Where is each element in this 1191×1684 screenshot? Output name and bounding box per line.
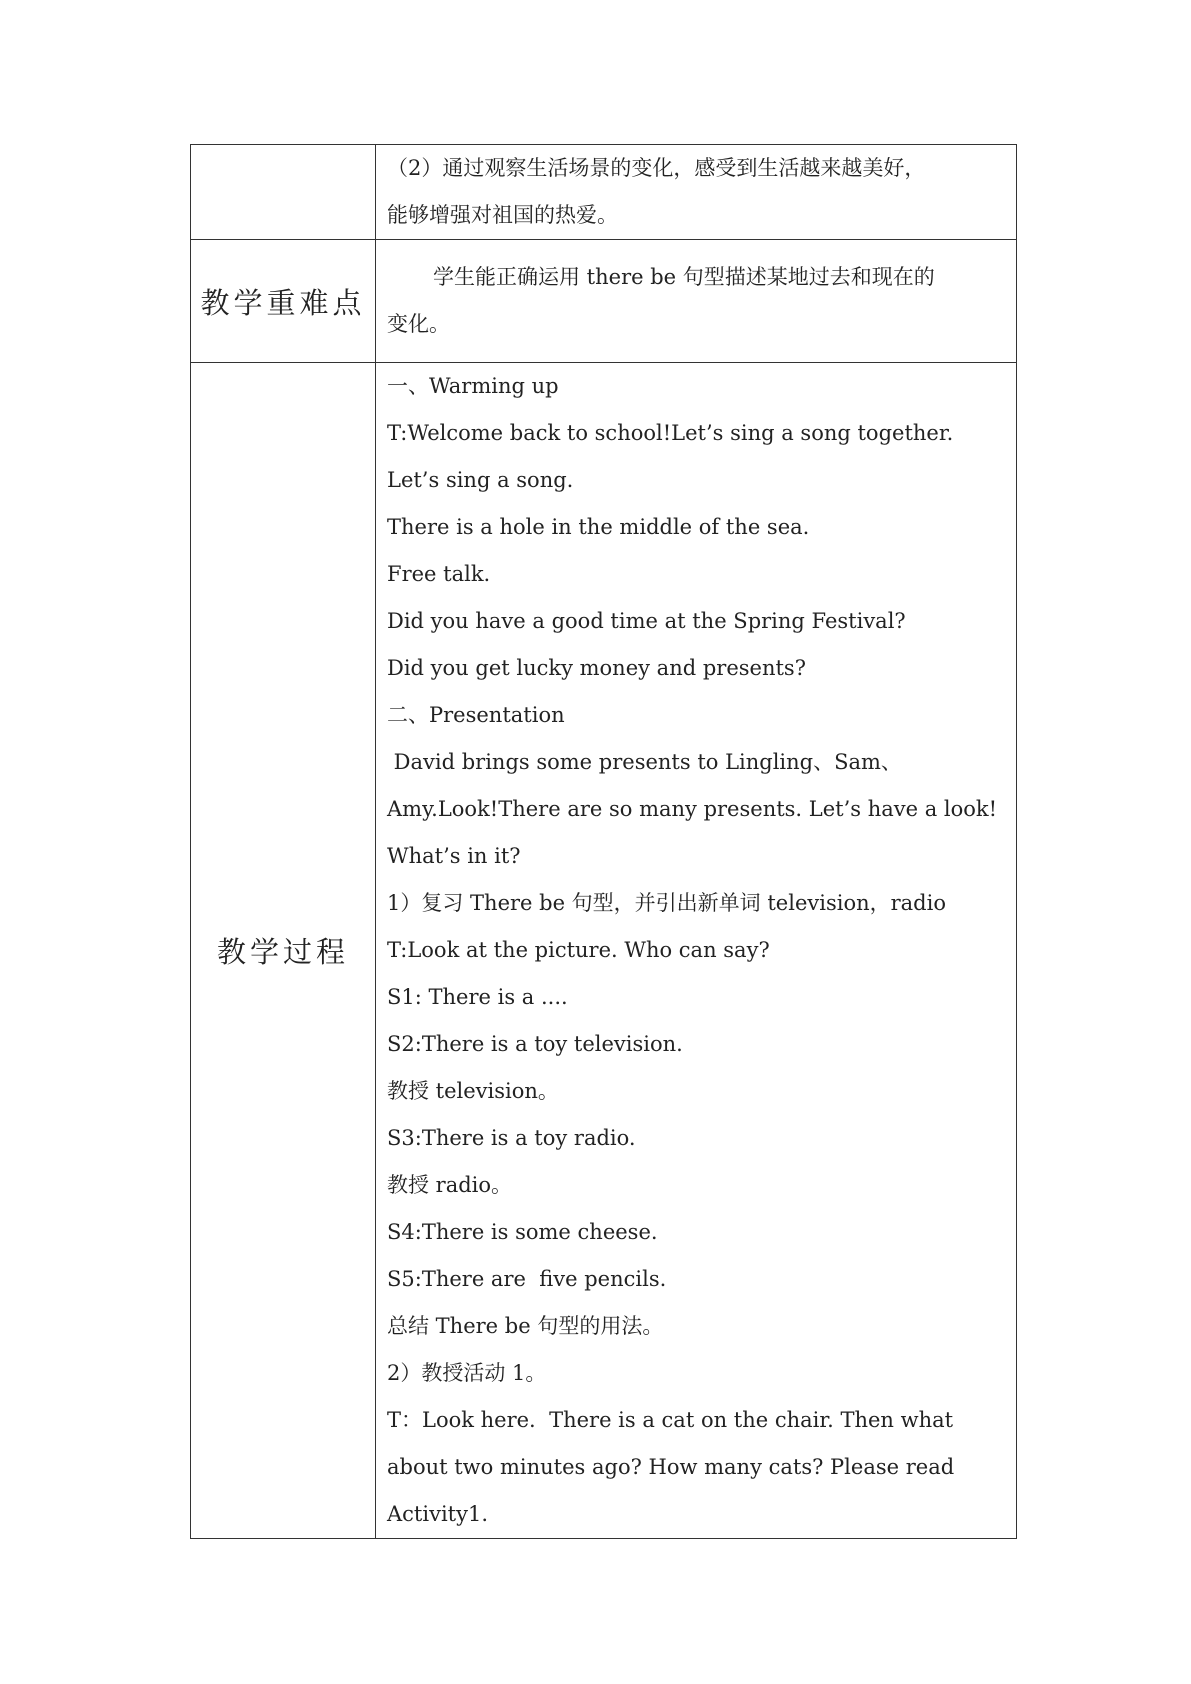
objective-line: （2）通过观察生活场景的变化，感受到生活越来越美好， (387, 156, 926, 180)
process-line: S4:There is some cheese. (387, 1220, 658, 1244)
process-content (376, 363, 1017, 1539)
process-line: S1: There is a .... (387, 985, 568, 1009)
process-line: T:Welcome back to school!Let’s sing a song together. (387, 421, 954, 445)
process-line: 1）复习 There be 句型，并引出新单词 television，radio (387, 891, 946, 915)
process-line: S3:There is a toy radio. (387, 1126, 636, 1150)
process-line: T：Look here. There is a cat on the chair. Then what (387, 1408, 954, 1432)
objective-line: 能够增强对祖国的热爱。 (387, 203, 618, 227)
process-line: Activity1. (387, 1502, 489, 1526)
process-line: about two minutes ago? How many cats? Please read (387, 1455, 955, 1479)
process-line: Did you get lucky money and presents? (387, 656, 806, 680)
keypoints-row (191, 240, 1017, 363)
keypoints-content (376, 240, 1017, 363)
lesson-plan-table (190, 144, 1017, 1539)
process-line: Amy.Look!There are so many presents. Let’s have a look! (387, 797, 998, 821)
process-line: S2:There is a toy television. (387, 1032, 683, 1056)
process-line: 教授 television。 (387, 1079, 559, 1103)
objective-row (191, 145, 1017, 240)
process-line: 总结 There be 句型的用法。 (387, 1314, 664, 1338)
objective-content (376, 145, 1017, 240)
process-label: 教学过程 (191, 363, 376, 1539)
process-line: 一、Warming up (387, 374, 559, 398)
objective-label (191, 145, 376, 240)
process-line: 2）教授活动 1。 (387, 1361, 547, 1385)
process-line: S5:There are five pencils. (387, 1267, 667, 1291)
process-line: Free talk. (387, 562, 491, 586)
process-line: 二、Presentation (387, 703, 565, 727)
process-row (191, 363, 1017, 1539)
process-line: What’s in it? (387, 844, 521, 868)
process-line: 教授 radio。 (387, 1173, 513, 1197)
keypoints-label: 教学重难点 (191, 240, 376, 363)
process-line: Let’s sing a song. (387, 468, 574, 492)
keypoints-line: 学生能正确运用 there be 句型描述某地过去和现在的 (433, 265, 935, 289)
process-line: There is a hole in the middle of the sea. (387, 515, 810, 539)
process-line: Did you have a good time at the Spring Festival? (387, 609, 906, 633)
process-line: David brings some presents to Lingling、Sam、 (387, 750, 902, 774)
process-line: T:Look at the picture. Who can say? (387, 938, 770, 962)
keypoints-line: 变化。 (387, 312, 450, 336)
